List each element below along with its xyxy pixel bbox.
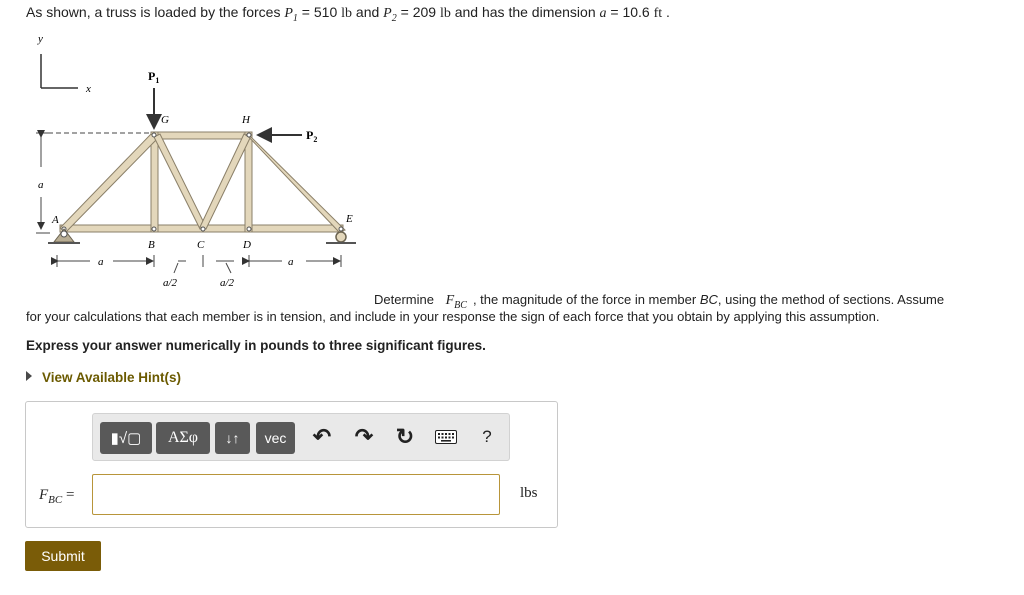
view-hints-link[interactable]: View Available Hint(s) (26, 370, 181, 385)
truss-members (60, 132, 345, 232)
member-bg (151, 132, 158, 232)
member-ch (200, 134, 250, 229)
dim-a-left: a (98, 256, 104, 268)
p2-unit: lb (439, 6, 451, 21)
node-g-label: G (161, 114, 169, 126)
node-a-label: A (52, 214, 59, 226)
updown-arrow-icon: ↓↑ (225, 430, 240, 446)
node-d-label: D (243, 239, 251, 251)
answer-instruction: Express your answer numerically in pounds to three significant figures. (26, 338, 486, 353)
p2-symbol: $P_2$ (383, 6, 397, 24)
greek-symbols-button[interactable]: ΑΣφ (156, 422, 210, 454)
a-unit: ft (653, 6, 663, 21)
member-gh (153, 132, 250, 139)
roller-support-e (326, 232, 356, 243)
axis-y-label: y (38, 33, 43, 45)
dim-a-right: a (288, 256, 294, 268)
expand-triangle-icon (26, 371, 32, 381)
keyboard-icon[interactable] (433, 424, 459, 450)
dim-a-vertical: a (38, 179, 44, 191)
help-icon[interactable]: ? (482, 427, 492, 446)
redo-icon[interactable]: ↷ (354, 424, 374, 449)
node-h-label: H (242, 114, 250, 126)
answer-input[interactable] (92, 474, 500, 515)
axis-x-label: x (86, 83, 91, 95)
vector-button[interactable]: vec (256, 422, 295, 454)
node-c-label: C (197, 239, 205, 251)
p2-label: $P_2$ (306, 128, 318, 144)
p1-unit: lb (341, 6, 353, 21)
answer-panel (25, 401, 558, 528)
problem-statement: As shown, a truss is loaded by the forces $P_1 = 510$ lb and $P_2 = 209$ lb and has the dimension a = 10.6 ft . (26, 4, 670, 24)
reset-icon[interactable]: ↻ (395, 424, 415, 449)
fbc-symbol: $F_{BC}$ (445, 293, 467, 311)
truss-figure (20, 22, 360, 290)
node-b-label: B (148, 239, 155, 251)
member-ag (60, 134, 157, 232)
math-toolbar (92, 413, 510, 461)
units-label: lbs (520, 485, 538, 501)
axes-icon (41, 54, 78, 88)
answer-label: $F_{BC}$ = (39, 487, 75, 506)
dim-half-left: a/2 (163, 277, 178, 289)
template-button[interactable] (100, 422, 152, 454)
subscript-superscript-button[interactable] (215, 422, 250, 454)
node-e-label: E (346, 213, 353, 225)
member-gc (154, 134, 206, 229)
template-icon: ▮√▢ (110, 430, 142, 447)
question-line-2: for your calculations that each member is in tension, and include in your response the sign of each force that you obtain by applying this assumption. (26, 309, 880, 324)
question-line-1: Determine $F_{BC}$ , the magnitude of the force in member BC, using the method of sections. Assume (374, 292, 945, 311)
undo-icon[interactable]: ↶ (312, 424, 332, 449)
dim-half-right: a/2 (220, 277, 235, 289)
submit-button[interactable]: Submit (25, 541, 101, 571)
p1-symbol: $P_1$ (284, 6, 298, 24)
a-symbol: a (599, 6, 607, 21)
member-he (246, 134, 345, 232)
p1-label: $P_1$ (148, 69, 160, 85)
